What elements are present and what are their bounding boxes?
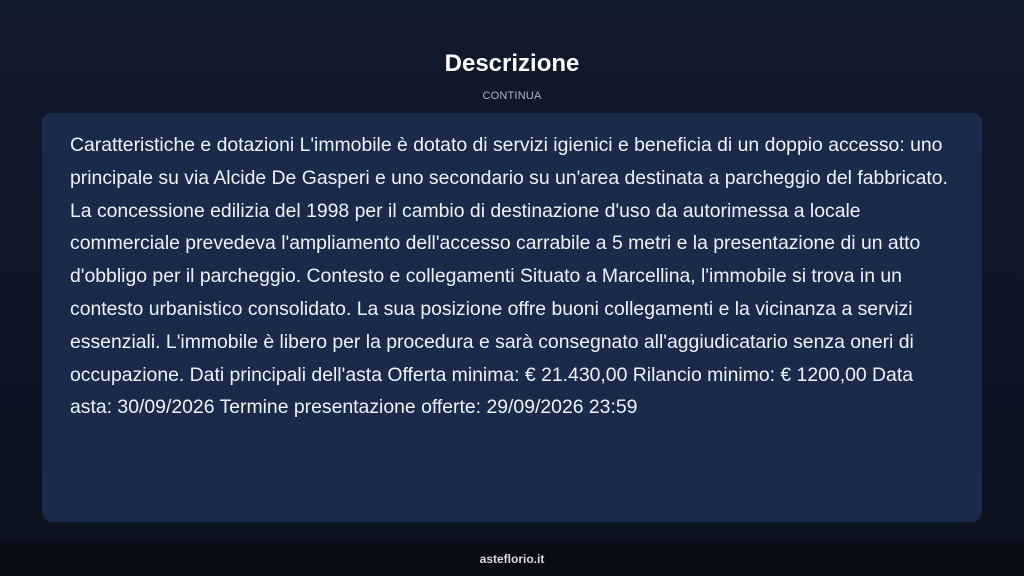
page-title: Descrizione xyxy=(444,50,580,77)
description-text: Caratteristiche e dotazioni L'immobile è dotato di servizi igienici e beneficia di un doppio accesso: uno principale su via Alcide De Gasperi e uno secondario su un'area destinata a parcheggio del fabbricato. La concessione edilizia del 1998 per il cambio di destinazione d'uso da autorimessa a locale commerciale prevedeva l'ampliamento dell'accesso carrabile a 5 metri e la presentazione di un atto d'obbligo per il parcheggio. Contesto e collegamenti Situato a Marcellina, l'immobile si trova in un contesto urbanistico consolidato. La sua posizione offre buoni collegamenti e la vicinanza a servizi essenziali. L'immobile è libero per la procedura e sarà consegnato all'aggiudicatario senza oneri di occupazione. Dati principali dell'asta Offerta minima: € 21.430,00 Rilancio minimo: € 1200,00 Data asta: 30/09/2026 Termine presentazione offerte: 29/09/2026 23:59 xyxy=(70,134,948,419)
continue-link-container xyxy=(0,89,1024,103)
footer-site-label: asteflorio.it xyxy=(479,552,545,566)
description-card xyxy=(42,113,982,522)
continue-link[interactable]: CONTINUA xyxy=(482,90,542,102)
